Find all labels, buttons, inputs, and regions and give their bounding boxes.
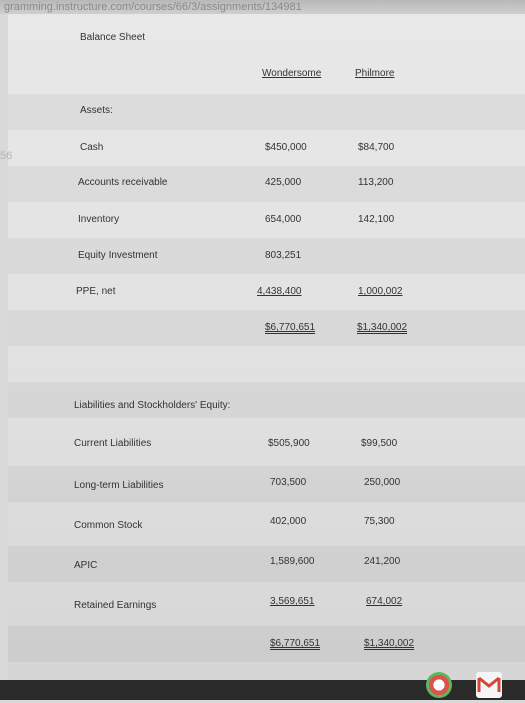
value-philmore: 142,100 (358, 214, 395, 225)
row-label: PPE, net (76, 286, 116, 297)
spacer-row (8, 346, 525, 382)
table-row (8, 506, 525, 542)
liabilities-total-row (8, 626, 525, 662)
liabilities-header-row (8, 382, 525, 418)
assets-header: Assets: (80, 105, 113, 116)
gmail-envelope-icon (476, 672, 502, 698)
total-philmore: $1,340,002 (364, 638, 415, 649)
value-philmore: $84,700 (358, 142, 395, 153)
table-row (8, 586, 525, 622)
value-philmore: $99,500 (361, 438, 398, 449)
table-row (8, 426, 525, 462)
total-wondersome: $6,770,651 (270, 638, 321, 649)
table-row (8, 166, 525, 202)
value-philmore: 250,000 (364, 477, 401, 488)
value-philmore: 241,200 (364, 556, 401, 567)
value-philmore: 1,000,002 (358, 286, 403, 297)
value-wondersome: 3,569,651 (270, 596, 315, 607)
table-row (8, 546, 525, 582)
row-label: Cash (80, 142, 104, 153)
table-row (8, 130, 525, 166)
chrome-icon[interactable] (426, 672, 452, 698)
gmail-icon[interactable] (476, 672, 502, 698)
column-header-wondersome: Wondersome (262, 68, 322, 79)
sheet-title: Balance Sheet (80, 32, 146, 43)
table-row (8, 202, 525, 238)
value-wondersome: 4,438,400 (257, 286, 302, 297)
page-margin-mark: 56 (0, 150, 13, 162)
value-wondersome: 402,000 (270, 516, 307, 527)
value-wondersome: 1,589,600 (270, 556, 315, 567)
total-wondersome: $6,770,651 (265, 322, 316, 333)
value-wondersome: 654,000 (265, 214, 302, 225)
value-philmore: 113,200 (358, 177, 394, 188)
value-wondersome: 803,251 (265, 250, 302, 261)
value-wondersome: $505,900 (268, 438, 310, 449)
value-philmore: 75,300 (364, 516, 395, 527)
value-wondersome: 425,000 (265, 177, 302, 188)
table-row (8, 466, 525, 502)
balance-sheet (8, 14, 525, 680)
value-wondersome: $450,000 (265, 142, 307, 153)
row-label: APIC (74, 560, 98, 571)
row-label: Equity Investment (78, 250, 158, 261)
table-row (8, 238, 525, 274)
row-label: Long-term Liabilities (74, 480, 164, 491)
total-philmore: $1,340,002 (357, 322, 408, 333)
value-philmore: 674,002 (366, 596, 403, 607)
value-wondersome: 703,500 (270, 477, 307, 488)
row-label: Current Liabilities (74, 438, 152, 449)
assets-total-row (8, 310, 525, 346)
row-label: Retained Earnings (74, 600, 157, 611)
column-header-philmore: Philmore (355, 68, 395, 79)
row-label: Common Stock (74, 520, 143, 531)
liabilities-header: Liabilities and Stockholders' Equity: (74, 400, 231, 411)
table-row (8, 274, 525, 310)
browser-url-strip: gramming.instructure.com/courses/66/3/assignments/134981 (0, 0, 525, 14)
row-label: Accounts receivable (78, 177, 168, 188)
assets-header-row (8, 94, 525, 130)
row-label: Inventory (78, 214, 120, 225)
